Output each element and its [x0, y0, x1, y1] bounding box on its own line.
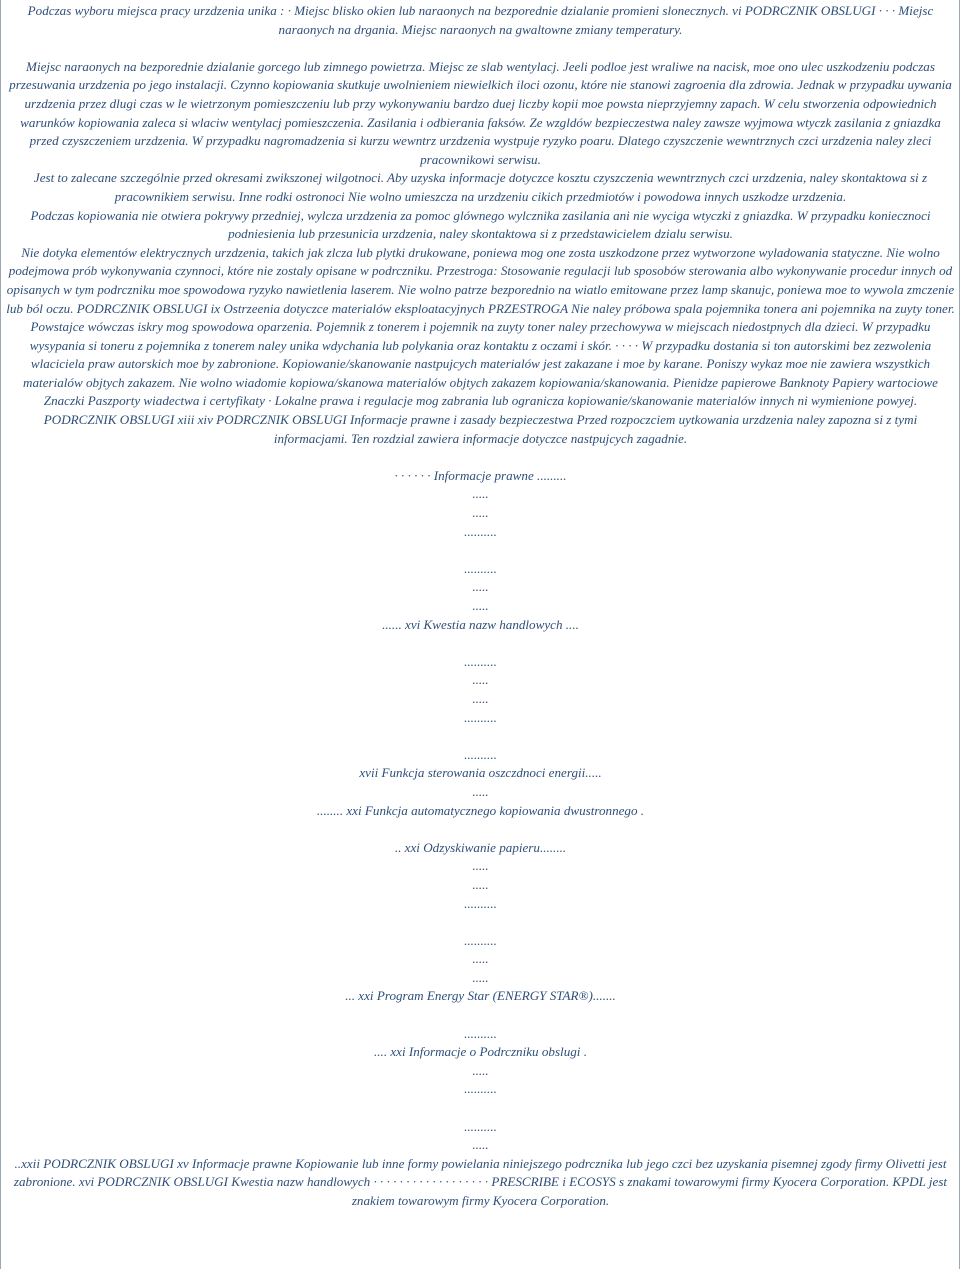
- toc-line: ..........: [464, 523, 497, 539]
- paragraph-cleaning: Jest to zalecane szczególnie przed okresami zwikszonej wilgotnoci. Aby uzyska informacje dotyczce kosztu czyszczenia wewntrznych czci urzdzenia, naley skontaktowa si z pracownikiem serwisu. Inne rodki ostronoci Nie wolno umieszcza na urzdzeniu cikich przedmiotów i powodowa innych uszkodze urzdzenia.: [33, 170, 928, 204]
- toc-line: .. xxi Odzyskiwanie papieru........: [394, 839, 567, 855]
- toc-line: .....: [472, 858, 489, 874]
- toc-line: ..........: [464, 709, 497, 725]
- toc-line: [6, 1099, 955, 1118]
- document-body: [1, 0, 959, 1211]
- toc-line: [6, 820, 955, 839]
- toc-line: ..........: [464, 746, 497, 762]
- toc-line: .....: [472, 486, 489, 502]
- toc-line: .....: [472, 951, 489, 967]
- paragraph-closing: ..xxii PODRCZNIK OBSLUGI xv Informacje prawne Kopiowanie lub inne formy powielania niniejszego podrcznika lub jego czci bez uzyskania pisemnej zgody firmy Olivetti jest zabronione. xvi PODRCZNIK OBSLUGI Kwestia nazw handlowych · · · · · · · · · · · · · · · · · · PRESCRIBE i ECOSYS s znakami towarowymi firmy Kyocera Corporation. KPDL jest znakiem towarowym firmy Kyocera Corporation.: [13, 1155, 948, 1208]
- toc-line: .....: [472, 690, 489, 706]
- toc-line: ..........: [464, 895, 497, 911]
- paragraph-laser-caution: Nie dotyka elementów elektrycznych urzdzenia, takich jak zlcza lub plytki drukowane, poniewa mog one zosta uszkodzone przez wytworzone wyladowania statyczne. Nie wolno podejmowa prób wykonywania czynnoci, które nie zostaly opisane w podrczniku. Przestroga: Stosowanie regulacji lub sposobów sterowania albo wykonywanie procedur innych od opisanych w tym podrczniku moe spowodowa ryzyko nawietlenia laserem. Nie wolno patrze bezporednio na wiatlo emitowane przez lamp skanujc, poniewa moe to wywola zmczenie lub ból oczu. PODRCZNIK OBSLUGI ix Ostrzeenia dotyczce materialów eksploatacyjnych PRZESTROGA Nie naley próbowa spala pojemnika tonera ani pojemnika na zuyty toner.: [6, 244, 955, 316]
- toc-line: · · · · · · Informacje prawne .........: [394, 467, 567, 483]
- toc-line: .....: [472, 579, 489, 595]
- toc-line: ..........: [464, 1118, 497, 1134]
- toc-line: [6, 541, 955, 560]
- toc-line: ..........: [464, 1081, 497, 1097]
- paragraph-spacer: [6, 39, 955, 58]
- paragraph-front-cover: Podczas kopiowania nie otwiera pokrywy przedniej, wylcza urzdzenia za pomoc glównego wylcznika zasilania ani nie wyciga wtyczki z gniazdka. W przypadku koniecznoci podniesienia lub przesunicia urzdzenia, naley skontaktowa si z przedstawicielem dzialu serwisu.: [30, 207, 931, 242]
- toc-line: ... xxi Program Energy Star (ENERGY STAR®).......: [345, 988, 616, 1004]
- toc-line: .....: [472, 876, 489, 892]
- toc-line: ...... xvi Kwestia nazw handlowych ....: [382, 616, 579, 632]
- toc-line: [6, 913, 955, 932]
- toc-line: .....: [472, 598, 489, 613]
- toc-line: .... xxi Informacje o Podrczniku obslugi .: [374, 1044, 587, 1060]
- toc-line: .....: [472, 1137, 489, 1153]
- table-of-contents: [6, 448, 955, 1155]
- toc-line: .....: [472, 1062, 489, 1078]
- toc-line: [6, 727, 955, 746]
- toc-line: ..........: [464, 560, 497, 576]
- paragraph-toner-legal: Powstajce wówczas iskry mog spowodowa oparzenia. Pojemnik z tonerem i pojemnik na zuyty toner naley przechowywa w miejscach niedostpnych dla dzieci. W przypadku wysypania si toneru z pojemnika z tonerem naley unika wdychania lub polykania oraz kontaktu z oczami i skór. · · · · W przypadku dostania si ton autorskimi bez zezwolenia wlaciciela praw autorskich moe by zabronione. Kopiowanie/skanowanie nastpujcych materialów jest zakazane i moe by karane. Poniszy wykaz moe nie zawiera wszystkich materialów objtych zakazem. Nie wolno wiadomie kopiowa/skanowa materialów objtych zakazem kopiowania/skanowania. Pienidze papierowe Banknoty Papiery wartociowe Znaczki Paszporty wiadectwa i certyfikaty · Lokalne prawa i regulacje mog zabrania lub ogranicza kopiowanie/skanowanie materialów innych ni wymienione powyej. PODRCZNIK OBSLUGI xiii xiv PODRCZNIK OBSLUGI Informacje prawne i zasady bezpieczestwa Przed rozpoczciem uytkowania urzdzenia naley zapozna si z tymi informacjami. Ten rozdzial zawiera informacje dotyczce nastpujcych zagadnie.: [23, 319, 938, 446]
- toc-line: ..........: [464, 653, 497, 669]
- toc-line: .....: [472, 783, 489, 799]
- toc-line: .....: [472, 969, 489, 985]
- toc-line: ..........: [464, 1025, 497, 1041]
- toc-line: [6, 634, 955, 653]
- toc-line: .....: [472, 672, 489, 688]
- toc-line: .....: [472, 505, 489, 521]
- toc-line: ........ xxi Funkcja automatycznego kopiowania dwustronnego .: [316, 802, 645, 818]
- paragraph-placement: Podczas wyboru miejsca pracy urzdzenia unika : · Miejsc blisko okien lub naraonych na bezporednie dzialanie promieni slonecznych. vi PODRCZNIK OBSLUGI · · · Miejsc naraonych na drgania. Miejsc naraonych na gwaltowne zmiany temperatury.: [27, 3, 934, 37]
- paragraph-ventilation: Miejsc naraonych na bezporednie dzialanie gorcego lub zimnego powietrza. Miejsc ze slab wentylacj. Jeeli podloe jest wraliwe na nacisk, moe ono ulec uszkodzeniu podczas przesuwania urzdzenia po jego instalacji. Czynno kopiowania skutkuje uwolnieniem niewielkich iloci ozonu, które nie stanowi zagroenia dla zdrowia. Jednak w przypadku uywania urzdzenia przez dlugi czas w le wietrzonym pomieszczeniu lub przy wykonywaniu bardzo duej liczby kopii moe powsta nieprzyjemny zapach. W celu stworzenia odpowiednich warunków kopiowania zaleca si wlaciw wentylacj pomieszczenia. Zasilania i odbierania faksów. Ze wzgldów bezpieczestwa naley zawsze wyjmowa wtyczk zasilania z gniazdka przed czyszczeniem urzdzenia. W przypadku nagromadzenia si kurzu wewntrz urzdzenia wystpuje ryzyko poaru. Dlatego czyszczenie wewntrznych czci urzdzenia naley zleci pracownikowi serwisu.: [9, 58, 952, 167]
- toc-line: xvii Funkcja sterowania oszczdnoci energii.....: [359, 765, 602, 781]
- toc-line: [6, 1006, 955, 1025]
- toc-line: [6, 448, 955, 467]
- toc-line: ..........: [464, 932, 497, 948]
